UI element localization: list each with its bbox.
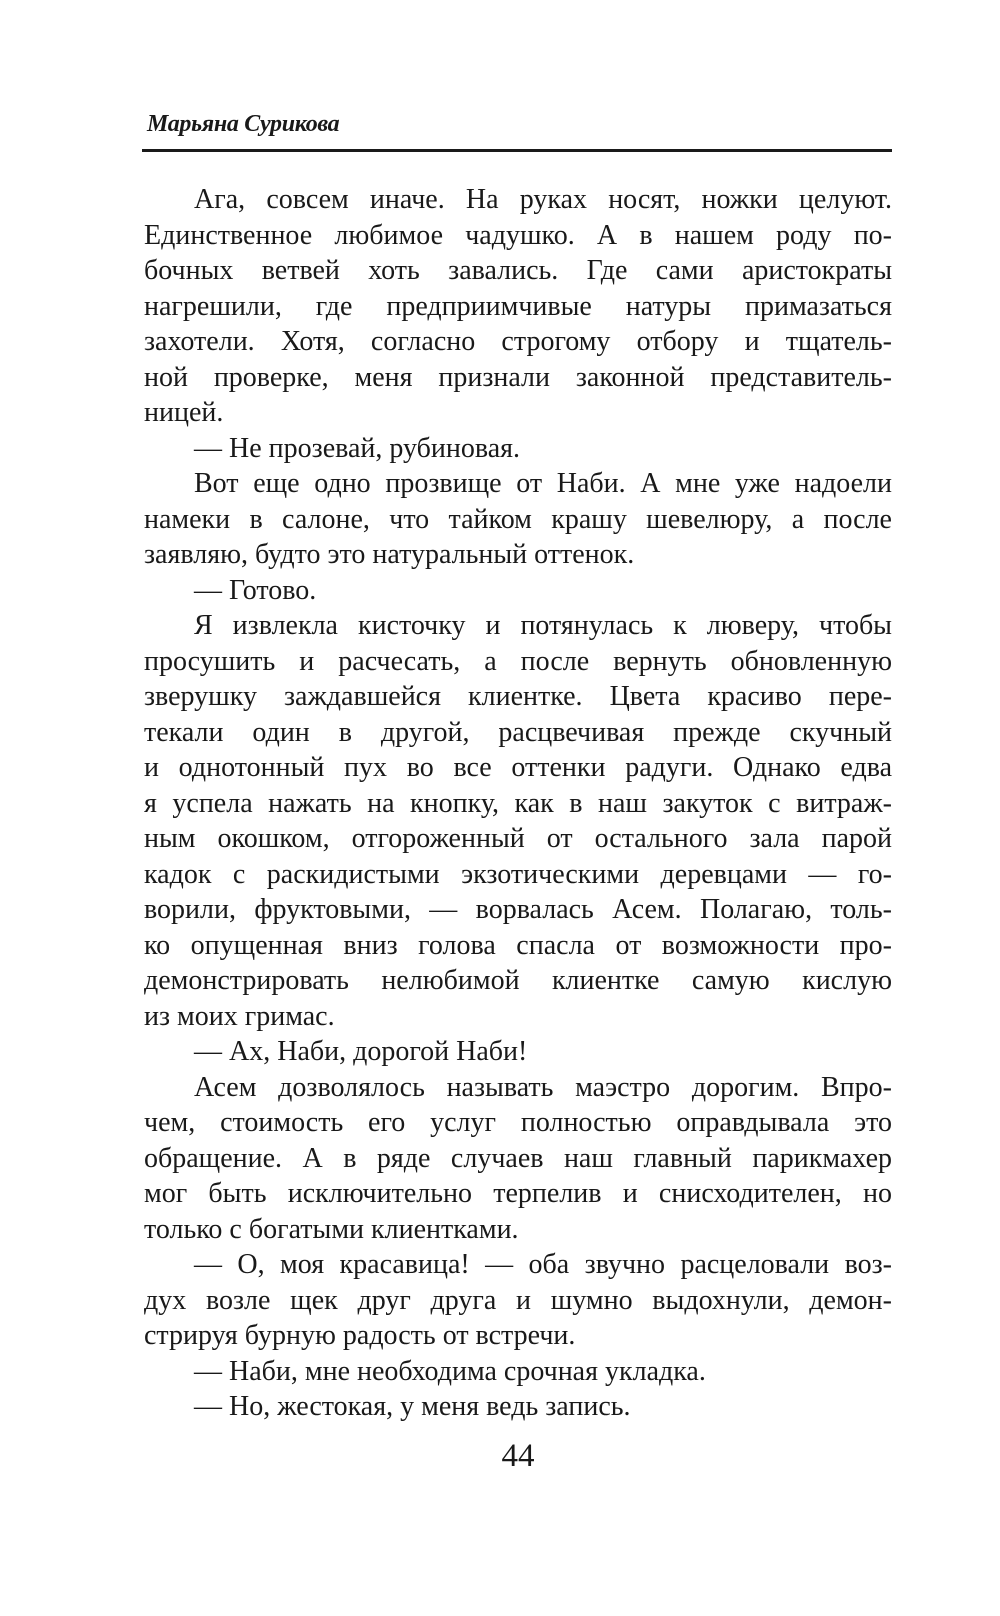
text-line: дух возле щек друг друга и шумно выдохнули, демон-	[144, 1284, 892, 1316]
running-header-author: Марьяна Сурикова	[147, 111, 340, 137]
paragraph	[144, 182, 892, 431]
text-line: обращение. А в ряде случаев наш главный парикмахер	[144, 1142, 892, 1174]
text-line: только с богатыми клиентками.	[144, 1213, 519, 1245]
header-divider	[142, 149, 892, 152]
text-line: демонстрировать нелюбимой клиентке самую кислую	[144, 965, 892, 996]
paragraph	[144, 1247, 892, 1354]
text-line: кадок с раскидистыми экзотическими деревцами — го-	[144, 858, 892, 890]
text-line: стрируя бурную радость от встречи.	[144, 1320, 576, 1351]
text-line: и однотонный пух во все оттенки радуги. Однако едва	[144, 752, 892, 783]
text-line: — Но, жестокая, у меня ведь запись.	[194, 1391, 631, 1422]
text-line: текали один в другой, расцвечивая прежде скучный	[144, 716, 892, 748]
text-line: заявляю, будто это натуральный оттенок.	[144, 539, 635, 570]
paragraph	[144, 573, 892, 609]
text-line: чем, стоимость его услуг полностью оправдывала это	[144, 1107, 892, 1138]
page-number: 44	[501, 1438, 535, 1474]
text-line: просушить и расчесать, а после вернуть обновленную	[144, 645, 892, 677]
paragraph	[144, 1389, 892, 1425]
text-line: нагрешили, где предприимчивые натуры примазаться	[144, 290, 892, 322]
text-line: — О, моя красавица! — оба звучно расцеловали воз-	[194, 1249, 892, 1280]
text-line: Единственное любимое чадушко. А в нашем роду по-	[144, 219, 892, 251]
paragraph	[144, 1070, 892, 1248]
text-line: захотели. Хотя, согласно строгому отбору и тщатель-	[144, 326, 892, 357]
page-body	[144, 182, 892, 1425]
paragraph	[144, 1354, 892, 1390]
text-line: ной проверке, меня признали законной представитель-	[144, 361, 892, 393]
text-line: ворили, фруктовыми, — ворвалась Асем. Полагаю, толь-	[144, 894, 892, 925]
text-line: Ага, совсем иначе. На руках носят, ножки целуют.	[194, 184, 892, 215]
text-line: я успела нажать на кнопку, как в наш закуток с витраж-	[144, 787, 892, 819]
text-line: мог быть исключительно терпелив и снисходителен, но	[144, 1178, 892, 1209]
text-line: ко опущенная вниз голова спасла от возможности про-	[144, 929, 892, 961]
paragraph	[144, 466, 892, 573]
text-line: зверушку заждавшейся клиентке. Цвета красиво пере-	[144, 681, 892, 712]
paragraph	[144, 608, 892, 1034]
text-line: из моих гримас.	[144, 1000, 335, 1032]
text-line: ным окошком, отгороженный от остального зала парой	[144, 823, 892, 854]
text-line: — Не прозевай, рубиновая.	[194, 432, 521, 464]
text-line: намеки в салоне, что тайком крашу шевелюру, а после	[144, 503, 892, 535]
text-line: — Ах, Наби, дорогой Наби!	[194, 1036, 528, 1067]
text-line: Вот еще одно прозвище от Наби. А мне уже надоели	[194, 468, 892, 499]
text-line: Я извлекла кисточку и потянулась к люверу, чтобы	[194, 610, 892, 641]
paragraph	[144, 1034, 892, 1070]
paragraph	[144, 431, 892, 467]
text-line: ницей.	[144, 397, 224, 428]
text-line: Асем дозволялось называть маэстро дорогим. Впро-	[194, 1071, 892, 1103]
text-line: бочных ветвей хоть завались. Где сами аристократы	[144, 255, 892, 286]
text-line: — Готово.	[194, 574, 317, 606]
text-line: — Наби, мне необходима срочная укладка.	[194, 1355, 706, 1387]
